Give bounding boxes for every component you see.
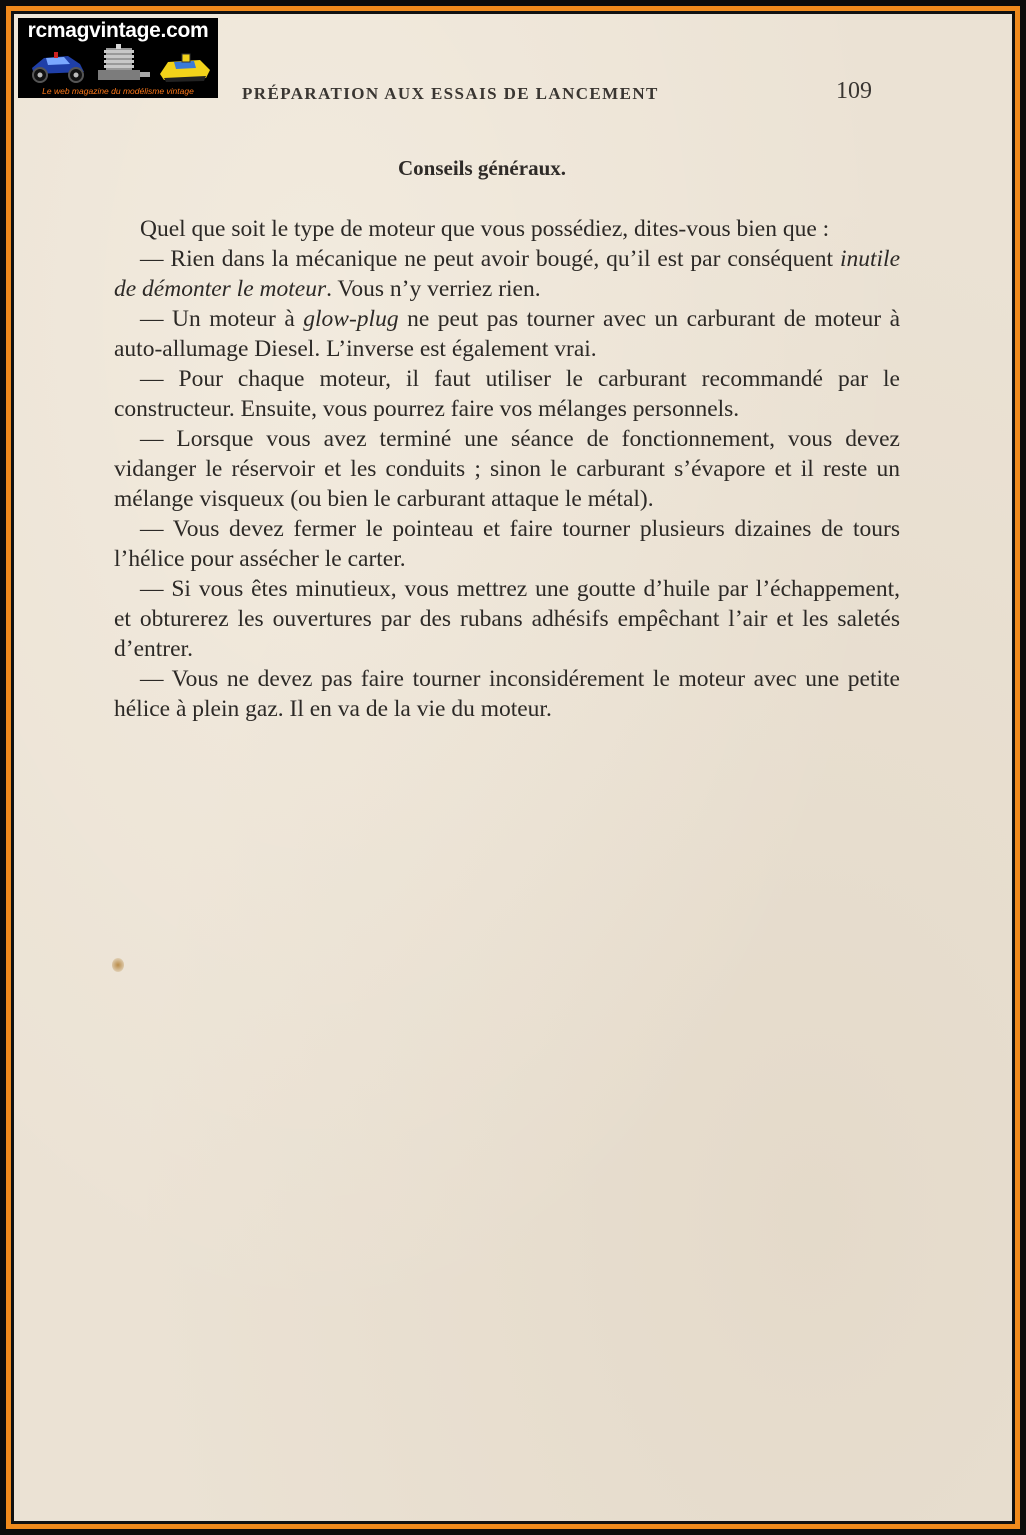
paragraph-text: — Un moteur à xyxy=(140,306,304,332)
logo-artwork xyxy=(24,44,212,84)
paragraph-carburant: — Pour chaque moteur, il faut utiliser le carburant recommandé par le constructeur. Ensuite, vous pourrez faire vos mélanges personnels. xyxy=(114,366,900,422)
paragraph-vidange: — Lorsque vous avez terminé une séance de fonctionnement, vous devez vidanger le réservoir et les conduits ; sinon le carburant s’évapore et il reste un mélange visqueux (ou bien le carburant attaque le métal). xyxy=(114,426,900,512)
book-page xyxy=(14,14,1012,1521)
site-logo[interactable] xyxy=(18,18,218,98)
paper-stain xyxy=(112,958,124,972)
engine-icon xyxy=(98,44,150,80)
paragraph-helice: — Vous ne devez pas faire tourner inconsidérement le moteur avec une petite hélice à plein gaz. Il en va de la vie du moteur. xyxy=(114,666,900,722)
emphasis-text: inutile de démonter le moteur xyxy=(114,246,900,302)
paragraph-pointeau: — Vous devez fermer le pointeau et faire tourner plusieurs dizaines de tours l’hélice pour assécher le carter. xyxy=(114,516,900,572)
logo-tagline: Le web magazine du modélisme vintage xyxy=(42,86,194,96)
paragraph-text: . Vous n’y verriez rien. xyxy=(326,276,541,302)
section-title: Conseils généraux. xyxy=(398,156,566,180)
hovercraft-icon xyxy=(160,54,210,82)
running-head: PRÉPARATION AUX ESSAIS DE LANCEMENT xyxy=(242,84,659,103)
logo-site-name: rcmagvintage.com xyxy=(27,19,209,42)
paragraph-text: — Rien dans la mécanique ne peut avoir bougé, qu’il est par conséquent xyxy=(140,246,840,272)
paragraph-huile: — Si vous êtes minutieux, vous mettrez une goutte d’huile par l’échappement, et obturerez les ouvertures par des rubans adhésifs empêchant l’air et les saletés d’entrer. xyxy=(114,576,900,662)
paragraph-glow-plug xyxy=(114,304,900,364)
emphasis-text: glow-plug xyxy=(303,306,399,332)
paragraph-intro: Quel que soit le type de moteur que vous possédiez, dites-vous bien que : xyxy=(140,216,830,242)
paragraph-text: ne peut pas tourner avec un carburant de moteur à auto-allumage Diesel. L’inverse est également vrai. xyxy=(114,306,901,362)
body-text xyxy=(114,214,900,724)
rc-car-icon xyxy=(32,52,84,82)
page-number: 109 xyxy=(836,78,872,104)
paragraph-mecanique xyxy=(114,244,900,304)
